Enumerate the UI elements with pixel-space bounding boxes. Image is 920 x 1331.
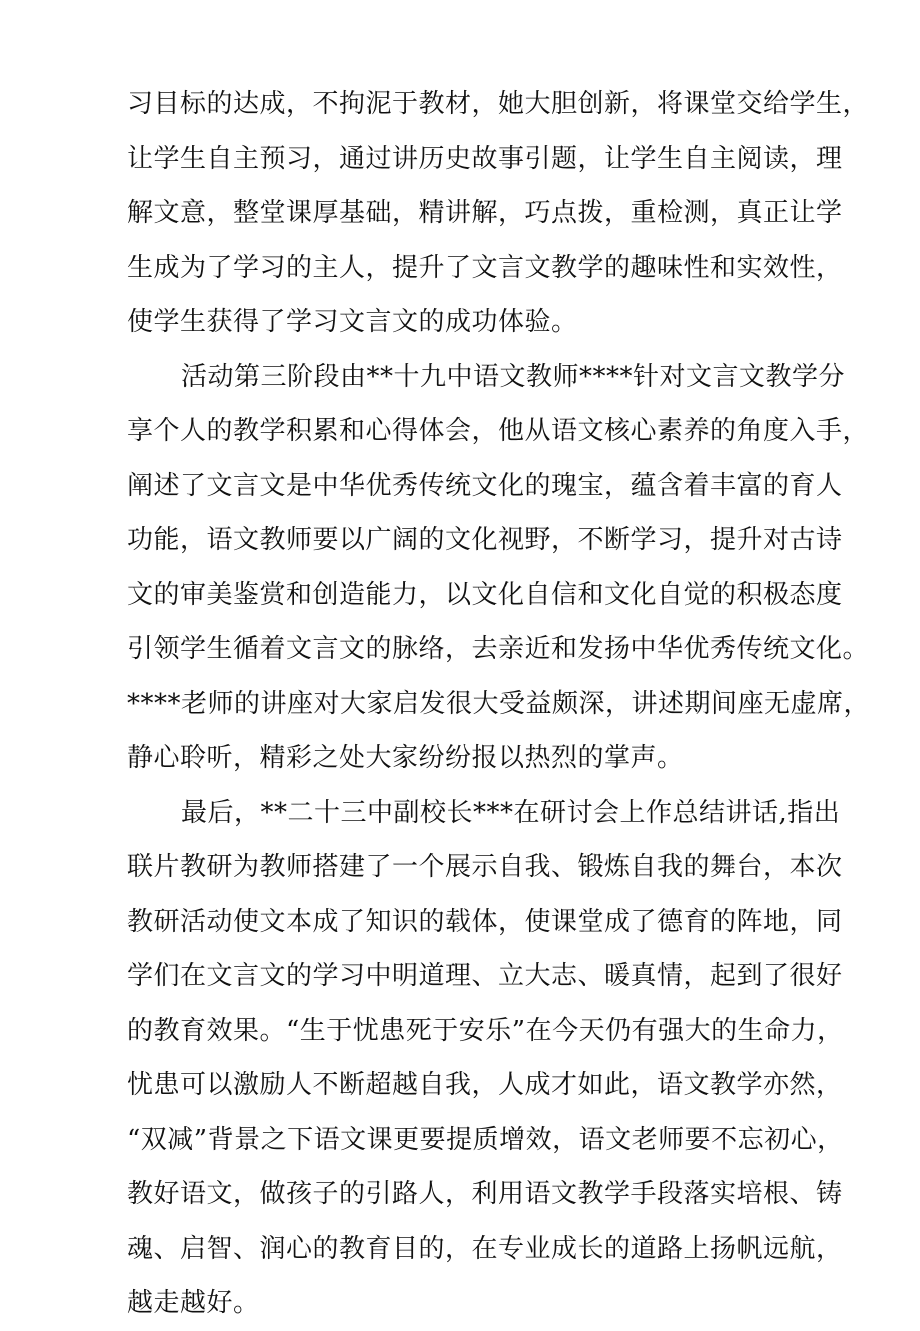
paragraph-3-line: 联片教研为教师搭建了一个展示自我、锻炼自我的舞台，本次 [127, 852, 843, 882]
paragraph-2-line: 阐述了文言文是中华优秀传统文化的瑰宝，蕴含着丰富的育人 [127, 470, 843, 501]
paragraph-2-line: 享个人的教学积累和心得体会，他从语文核心素养的角度入手， [127, 416, 870, 446]
paragraph-3-line: 忧患可以激励人不断超越自我，人成才如此，语文教学亦然， [127, 1070, 843, 1100]
paragraph-2-first-line: 活动第三阶段由**十九中语文教师****针对文言文教学分 [181, 361, 846, 392]
paragraph-1-line: 生成为了学习的主人，提升了文言文教学的趣味性和实效性， [127, 252, 843, 283]
paragraph-3-line: 教好语文，做孩子的引路人，利用语文教学手段落实培根、铸 [127, 1179, 843, 1209]
paragraph-1-line: 习目标的达成，不拘泥于教材，她大胆创新，将课堂交给学生， [127, 89, 870, 119]
paragraph-2-line: ****老师的讲座对大家启发很大受益颇深，讲述期间座无虚席， [127, 688, 871, 719]
paragraph-1-line: 解文意，整堂课厚基础，精讲解，巧点拨，重检测，真正让学 [127, 198, 843, 228]
paragraph-3-line: 教研活动使文本成了知识的载体，使课堂成了德育的阵地，同 [127, 906, 843, 937]
paragraph-3-line: 的教育效果。“生于忧患死于安乐”在今天仍有强大的生命力， [127, 1015, 844, 1046]
document-body [127, 77, 871, 1331]
paragraph-3-line: “双减”背景之下语文课更要提质增效，语文老师要不忘初心， [127, 1124, 844, 1155]
paragraph-3-line: 魂、启智、润心的教育目的，在专业成长的道路上扬帆远航， [127, 1233, 843, 1264]
paragraph-3-line: 越走越好。 [127, 1288, 260, 1318]
paragraph-1-line: 让学生自主预习，通过讲历史故事引题，让学生自主阅读，理 [127, 143, 843, 174]
paragraph-2-line: 功能，语文教师要以广阔的文化视野，不断学习，提升对古诗 [127, 525, 843, 555]
paragraph-1-line: 使学生获得了学习文言文的成功体验。 [127, 307, 578, 337]
paragraph-2-line: 静心聆听，精彩之处大家纷纷报以热烈的掌声。 [127, 743, 684, 773]
paragraph-3-first-line: 最后，**二十三中副校长***在研讨会上作总结讲话,指出 [181, 797, 841, 828]
paragraph-2-line: 引领学生循着文言文的脉络，去亲近和发扬中华优秀传统文化。 [127, 634, 870, 664]
paragraph-3-line: 学们在文言文的学习中明道理、立大志、暖真情，起到了很好 [127, 961, 843, 991]
paragraph-2-line: 文的审美鉴赏和创造能力，以文化自信和文化自觉的积极态度 [127, 579, 843, 610]
